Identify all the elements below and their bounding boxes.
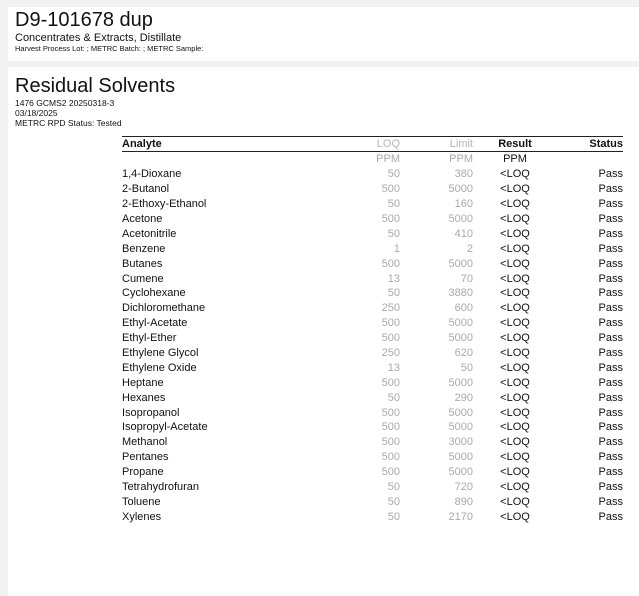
cell-result: <LOQ [500,183,530,196]
cell-limit: 5000 [448,183,473,196]
cell-analyte: Butanes [122,257,163,270]
cell-status: Pass [598,302,623,315]
table-row [122,197,623,212]
cell-result: <LOQ [500,213,530,225]
cell-status: Pass [598,481,623,494]
cell-status: Pass [598,257,623,270]
cell-analyte: Propane [122,466,164,479]
table-row [122,405,623,420]
cell-status: Pass [598,227,623,240]
cell-result: <LOQ [500,391,530,404]
cell-result: <LOQ [500,227,530,240]
cell-analyte: Acetonitrile [122,227,177,240]
table-row [122,450,623,465]
cell-loq: 50 [387,510,400,523]
cell-limit: 5000 [448,466,473,479]
cell-analyte: Ethyl-Ether [122,332,177,345]
cell-result: <LOQ [500,510,530,523]
cell-result: <LOQ [500,272,530,285]
cell-status: Pass [598,495,623,508]
sample-title: D9-101678 dup [15,9,153,31]
cell-analyte: Isopropanol [122,406,180,419]
cell-result: <LOQ [500,257,530,270]
cell-status: Pass [598,421,623,434]
cell-analyte: Methanol [122,436,168,449]
cell-loq: 500 [381,317,400,330]
table-row [122,360,623,375]
cell-loq: 500 [381,213,400,225]
cell-analyte: Hexanes [122,391,166,404]
cell-status: Pass [598,213,623,225]
cell-loq: 500 [381,436,400,449]
cell-analyte: Isopropyl-Acetate [122,421,208,434]
cell-loq: 50 [387,287,400,300]
cell-loq: 500 [381,332,400,345]
units-limit: PPM [449,153,473,166]
cell-analyte: Ethylene Oxide [122,361,197,374]
residual-solvents-card [8,67,639,596]
header-loq: LOQ [272,137,400,152]
cell-result: <LOQ [500,406,530,419]
cell-limit: 70 [460,272,473,285]
cell-loq: 13 [387,272,400,285]
cell-status: Pass [598,242,623,255]
cell-loq: 50 [387,198,400,211]
cell-result: <LOQ [500,347,530,360]
table-row [122,167,623,182]
cell-limit: 5000 [448,421,473,434]
cell-limit: 5000 [448,406,473,419]
table-row [122,271,623,286]
cell-status: Pass [598,466,623,479]
cell-result: <LOQ [500,451,530,464]
cell-result: <LOQ [500,481,530,494]
cell-loq: 13 [387,361,400,374]
cell-analyte: Ethylene Glycol [122,347,199,360]
test-date: 03/18/2025 [15,108,58,118]
table-row [122,212,623,227]
table-row [122,286,623,301]
cell-loq: 250 [381,347,400,360]
cell-status: Pass [598,347,623,360]
sample-header-card [8,7,639,61]
table-row [122,301,623,316]
cell-loq: 250 [381,302,400,315]
cell-loq: 50 [387,481,400,494]
table-row [122,509,623,524]
cell-analyte: Dichloromethane [122,302,206,315]
cell-status: Pass [598,287,623,300]
cell-analyte: Acetone [122,213,163,225]
header-limit: Limit [400,137,473,152]
sample-category: Concentrates & Extracts, Distillate [15,32,182,44]
cell-status: Pass [598,406,623,419]
cell-analyte: Pentanes [122,451,169,464]
metrc-status: METRC RPD Status: Tested [15,118,122,128]
cell-analyte: 2-Butanol [122,183,170,196]
table-row [122,346,623,361]
cell-status: Pass [598,510,623,523]
results-table [122,136,623,524]
cell-status: Pass [598,272,623,285]
cell-status: Pass [598,451,623,464]
table-row [122,494,623,509]
cell-result: <LOQ [500,361,530,374]
sample-metrc-meta: Harvest Process Lot: ; METRC Batch: ; METRC Sample: [15,44,204,53]
cell-limit: 290 [454,391,473,404]
cell-status: Pass [598,436,623,449]
cell-limit: 5000 [448,257,473,270]
cell-loq: 500 [381,406,400,419]
cell-result: <LOQ [500,287,530,300]
table-row [122,226,623,241]
header-analyte: Analyte [122,137,272,152]
cell-limit: 160 [454,198,473,211]
units-result: PPM [503,153,527,166]
cell-limit: 5000 [448,376,473,389]
cell-result: <LOQ [500,436,530,449]
table-row [122,465,623,480]
cell-analyte: Heptane [122,376,164,389]
cell-result: <LOQ [500,317,530,330]
cell-analyte: Benzene [122,242,166,255]
cell-loq: 500 [381,451,400,464]
table-row [122,375,623,390]
cell-status: Pass [598,361,623,374]
cell-limit: 3000 [448,436,473,449]
cell-analyte: Xylenes [122,510,162,523]
cell-analyte: Cyclohexane [122,287,186,300]
table-row [122,390,623,405]
table-row [122,241,623,256]
table-row [122,182,623,197]
header-result: Result [473,137,557,152]
cell-result: <LOQ [500,376,530,389]
cell-loq: 50 [387,391,400,404]
cell-result: <LOQ [500,495,530,508]
cell-loq: 500 [381,421,400,434]
cell-analyte: Tetrahydrofuran [122,481,200,494]
cell-loq: 500 [381,257,400,270]
cell-limit: 890 [454,495,473,508]
cell-limit: 620 [454,347,473,360]
cell-loq: 50 [387,495,400,508]
cell-result: <LOQ [500,242,530,255]
cell-result: <LOQ [500,466,530,479]
cell-status: Pass [598,198,623,211]
table-row [122,256,623,271]
cell-loq: 500 [381,466,400,479]
table-row [122,420,623,435]
section-title: Residual Solvents [15,75,176,97]
cell-limit: 2170 [448,510,473,523]
cell-limit: 5000 [448,213,473,225]
cell-analyte: Ethyl-Acetate [122,317,188,330]
cell-result: <LOQ [500,332,530,345]
cell-limit: 380 [454,168,473,181]
cell-result: <LOQ [500,421,530,434]
units-status [557,152,623,167]
cell-status: Pass [598,317,623,330]
cell-analyte: Toluene [122,495,161,508]
cell-limit: 2 [466,242,473,255]
cell-result: <LOQ [500,198,530,211]
cell-loq: 50 [387,168,400,181]
table-row [122,316,623,331]
cell-status: Pass [598,376,623,389]
cell-analyte: 2-Ethoxy-Ethanol [122,198,207,211]
cell-limit: 3880 [448,287,473,300]
table-row [122,480,623,495]
units-loq: PPM [376,153,400,166]
cell-limit: 720 [454,481,473,494]
cell-limit: 5000 [448,332,473,345]
units-analyte [122,152,272,167]
cell-limit: 410 [454,227,473,240]
cell-status: Pass [598,168,623,181]
cell-limit: 600 [454,302,473,315]
cell-status: Pass [598,391,623,404]
cell-status: Pass [598,183,623,196]
header-status: Status [557,137,623,152]
cell-analyte: 1,4-Dioxane [122,168,182,181]
table-row [122,331,623,346]
cell-analyte: Cumene [122,272,164,285]
cell-result: <LOQ [500,302,530,315]
cell-loq: 500 [381,376,400,389]
table-header-row [122,137,623,152]
cell-loq: 500 [381,183,400,196]
cell-limit: 50 [460,361,473,374]
cell-limit: 5000 [448,451,473,464]
table-row [122,435,623,450]
cell-limit: 5000 [448,317,473,330]
cell-result: <LOQ [500,168,530,181]
cell-loq: 1 [393,242,400,255]
units-row [122,152,623,167]
cell-status: Pass [598,332,623,345]
cell-loq: 50 [387,227,400,240]
instrument-batch: 1476 GCMS2 20250318-3 [15,98,115,108]
